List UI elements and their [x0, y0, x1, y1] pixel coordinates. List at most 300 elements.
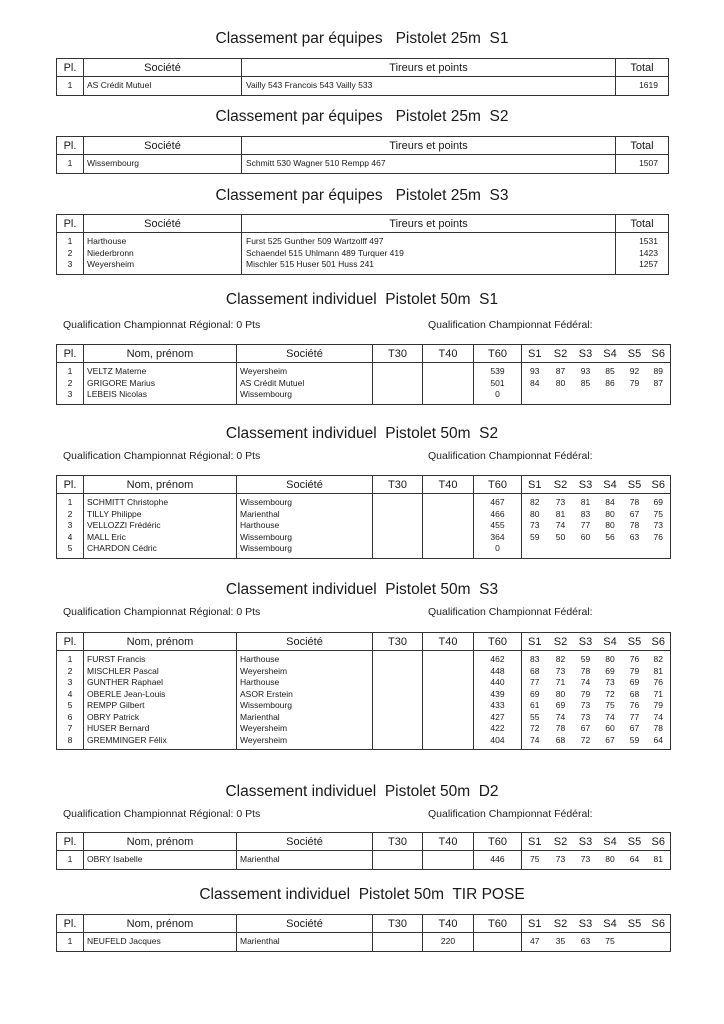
cell-pl: 5 — [57, 543, 84, 558]
cell-nom: TILLY Philippe — [84, 509, 237, 521]
table-row — [57, 677, 671, 689]
cell-societe: Wissembourg — [84, 155, 242, 174]
cell-s2: 69 — [555, 700, 566, 710]
header-s2: S2 — [548, 345, 574, 363]
section-title: Classement individuel Pistolet 50m S2 — [225, 425, 499, 442]
cell-s1: 47 — [522, 933, 548, 952]
cell-s6: 79 — [653, 700, 663, 710]
cell-s4: 80 — [605, 508, 615, 519]
cell-nom: OBERLE Jean-Louis — [84, 689, 237, 701]
cell-s1 — [522, 389, 548, 404]
section-title: Classement individuel Pistolet 50m D2 — [225, 783, 499, 800]
cell-s2: 73 — [555, 665, 566, 676]
cell-t30 — [373, 700, 423, 712]
cell-societe: Weyersheim — [237, 723, 373, 735]
table-row — [57, 520, 671, 532]
header-s6: S6 — [647, 915, 671, 933]
table-row — [57, 389, 671, 404]
header-s5: S5 — [623, 633, 647, 651]
cell-t60: 448 — [474, 666, 522, 678]
header-t60: T60 — [474, 476, 522, 494]
cell-s3: 81 — [580, 497, 591, 507]
cell-s3 — [574, 389, 598, 404]
cell-pl: 5 — [57, 700, 84, 712]
cell-t60: 467 — [474, 494, 522, 509]
cell-s4: 86 — [605, 377, 615, 388]
cell-s4: 60 — [605, 723, 615, 733]
cell-s6 — [647, 543, 671, 558]
cell-s1: 82 — [522, 494, 548, 509]
header-s6: S6 — [647, 633, 671, 651]
cell-pl: 1 — [57, 651, 84, 666]
cell-s6: 78 — [653, 723, 663, 733]
qualification-regional: Qualification Championnat Régional: 0 Pts — [63, 808, 261, 820]
header-s5: S5 — [623, 915, 647, 933]
cell-t60: 433 — [474, 700, 522, 712]
table-row — [57, 77, 669, 96]
cell-societe: Wissembourg — [237, 494, 373, 509]
cell-nom: SCHMITT Christophe — [84, 494, 237, 509]
cell-nom: GREMMINGER Félix — [84, 735, 237, 750]
table-row — [57, 543, 671, 558]
cell-s3: 67 — [580, 723, 591, 733]
cell-s6: 75 — [653, 508, 663, 519]
cell-s5: 59 — [629, 734, 640, 745]
cell-t60 — [474, 933, 522, 952]
team-table-s3 — [56, 214, 669, 275]
header-pl: Pl. — [57, 476, 84, 494]
cell-nom: CHARDON Cédric — [84, 543, 237, 558]
header-s3: S3 — [574, 633, 598, 651]
cell-t60: 440 — [474, 677, 522, 689]
header-tireurs: Tireurs et points — [242, 137, 616, 155]
cell-s6: 69 — [653, 497, 663, 507]
cell-s4: 75 — [605, 936, 615, 946]
cell-s6: 81 — [653, 665, 663, 676]
cell-s5: 76 — [629, 654, 640, 664]
cell-s5: 79 — [629, 377, 640, 388]
qualification-regional: Qualification Championnat Régional: 0 Pts — [63, 606, 261, 618]
table-row — [57, 712, 671, 724]
cell-s1: 93 — [522, 363, 548, 378]
header-pl: Pl. — [57, 215, 84, 233]
cell-societe: Weyersheim — [237, 666, 373, 678]
header-s3: S3 — [574, 345, 598, 363]
cell-t30 — [373, 509, 423, 521]
cell-pl: 1 — [57, 233, 84, 248]
cell-s4: 69 — [605, 665, 615, 676]
cell-t30 — [373, 735, 423, 750]
cell-societe: Harthouse — [237, 651, 373, 666]
header-t30: T30 — [373, 915, 423, 933]
header-societe: Société — [237, 633, 373, 651]
cell-s3 — [574, 543, 598, 558]
cell-t40 — [423, 723, 474, 735]
header-t40: T40 — [423, 345, 474, 363]
table-row — [57, 933, 671, 952]
table-row — [57, 723, 671, 735]
cell-s5: 78 — [629, 520, 640, 530]
cell-s5: 63 — [629, 531, 640, 542]
header-t30: T30 — [373, 345, 423, 363]
cell-pl: 1 — [57, 363, 84, 378]
header-pl: Pl. — [57, 915, 84, 933]
cell-s4: 67 — [605, 734, 615, 745]
cell-societe: Marienthal — [237, 509, 373, 521]
cell-s3: 73 — [580, 854, 591, 864]
cell-t60: 422 — [474, 723, 522, 735]
cell-t30 — [373, 532, 423, 544]
cell-t30 — [373, 389, 423, 404]
table-header-row — [57, 633, 671, 651]
header-t40: T40 — [423, 833, 474, 851]
table-row — [57, 363, 671, 378]
cell-s4: 80 — [605, 520, 615, 530]
header-s2: S2 — [548, 476, 574, 494]
cell-s1: 61 — [522, 700, 548, 712]
cell-pl: 2 — [57, 248, 84, 260]
indiv-table-s3 — [56, 632, 671, 750]
cell-s3: 73 — [580, 711, 591, 722]
header-societe: Société — [84, 59, 242, 77]
cell-tireurs: Schaendel 515 Uhlmann 489 Turquer 419 — [242, 248, 616, 260]
cell-t30 — [373, 933, 423, 952]
header-s3: S3 — [574, 833, 598, 851]
cell-societe: Weyersheim — [84, 259, 242, 274]
cell-pl: 1 — [57, 77, 84, 96]
cell-t30 — [373, 689, 423, 701]
cell-s4: 85 — [605, 366, 615, 376]
cell-pl: 8 — [57, 735, 84, 750]
header-s4: S4 — [598, 833, 623, 851]
header-societe: Société — [84, 137, 242, 155]
cell-nom: OBRY Isabelle — [84, 851, 237, 870]
cell-t60: 446 — [474, 851, 522, 870]
cell-societe: Wissembourg — [237, 700, 373, 712]
cell-nom: LEBEIS Nicolas — [84, 389, 237, 404]
team-table-s2 — [56, 136, 669, 174]
table-header-row — [57, 345, 671, 363]
cell-t30 — [373, 494, 423, 509]
cell-s5 — [623, 933, 647, 952]
cell-pl: 1 — [57, 933, 84, 952]
cell-s6: 64 — [653, 734, 663, 745]
cell-t30 — [373, 363, 423, 378]
cell-t40: 220 — [423, 933, 474, 952]
qualification-federal: Qualification Championnat Fédéral: — [428, 808, 593, 820]
cell-t30 — [373, 520, 423, 532]
header-total: Total — [616, 59, 669, 77]
cell-t40 — [423, 494, 474, 509]
cell-t40 — [423, 712, 474, 724]
cell-pl: 1 — [57, 851, 84, 870]
cell-s2: 74 — [555, 520, 566, 530]
header-t30: T30 — [373, 833, 423, 851]
cell-pl: 1 — [57, 494, 84, 509]
header-s2: S2 — [548, 915, 574, 933]
cell-t40 — [423, 363, 474, 378]
table-row — [57, 689, 671, 701]
table-header-row — [57, 215, 669, 233]
cell-s2: 80 — [555, 688, 566, 699]
header-pl: Pl. — [57, 137, 84, 155]
cell-s2 — [548, 389, 574, 404]
cell-t40 — [423, 735, 474, 750]
header-s4: S4 — [598, 915, 623, 933]
cell-s3: 93 — [580, 366, 591, 376]
cell-societe: AS Crédit Mutuel — [84, 77, 242, 96]
cell-s3: 63 — [580, 936, 591, 946]
cell-s5 — [623, 543, 647, 558]
header-s4: S4 — [598, 476, 623, 494]
cell-tireurs: Vailly 543 Francois 543 Vailly 533 — [242, 77, 616, 96]
section-title: Classement individuel Pistolet 50m S3 — [225, 581, 499, 598]
cell-t30 — [373, 723, 423, 735]
header-t40: T40 — [423, 633, 474, 651]
qualification-regional: Qualification Championnat Régional: 0 Pts — [63, 319, 261, 331]
cell-s3: 74 — [580, 677, 591, 687]
header-t40: T40 — [423, 915, 474, 933]
header-t60: T60 — [474, 345, 522, 363]
cell-s6: 73 — [653, 520, 663, 530]
header-s1: S1 — [522, 633, 548, 651]
header-societe: Société — [237, 476, 373, 494]
cell-s1: 77 — [522, 677, 548, 689]
cell-nom: FURST Francis — [84, 651, 237, 666]
header-total: Total — [616, 137, 669, 155]
table-row — [57, 494, 671, 509]
cell-s4 — [598, 543, 623, 558]
cell-s4: 74 — [605, 711, 615, 722]
header-pl: Pl. — [57, 59, 84, 77]
section-title: Classement par équipes Pistolet 25m S2 — [215, 108, 509, 125]
table-header-row — [57, 833, 671, 851]
cell-t40 — [423, 543, 474, 558]
indiv-table-s2 — [56, 475, 671, 559]
cell-pl: 2 — [57, 378, 84, 390]
cell-societe: Marienthal — [237, 933, 373, 952]
cell-t60: 364 — [474, 532, 522, 544]
cell-s5: 76 — [629, 700, 640, 710]
cell-t30 — [373, 651, 423, 666]
header-t60: T60 — [474, 833, 522, 851]
cell-s3: 79 — [580, 688, 591, 699]
cell-s1: 72 — [522, 723, 548, 735]
cell-societe: Harthouse — [237, 520, 373, 532]
table-header-row — [57, 59, 669, 77]
table-row — [57, 509, 671, 521]
header-tireurs: Tireurs et points — [242, 215, 616, 233]
cell-t30 — [373, 851, 423, 870]
cell-s1 — [522, 543, 548, 558]
cell-s3: 59 — [580, 654, 591, 664]
cell-s2: 73 — [555, 497, 566, 507]
cell-s2: 82 — [555, 654, 566, 664]
cell-societe: Wissembourg — [237, 389, 373, 404]
cell-s5: 68 — [629, 688, 640, 699]
section-title: Classement par équipes Pistolet 25m S1 — [215, 30, 509, 47]
cell-s5: 69 — [629, 677, 640, 687]
cell-s5: 92 — [629, 366, 640, 376]
cell-nom: MALL Eric — [84, 532, 237, 544]
cell-s5: 79 — [629, 665, 640, 676]
header-societe: Société — [237, 345, 373, 363]
cell-s4: 84 — [605, 497, 615, 507]
cell-s4 — [598, 389, 623, 404]
cell-nom: VELLOZZI Frédéric — [84, 520, 237, 532]
table-row — [57, 666, 671, 678]
header-s4: S4 — [598, 345, 623, 363]
cell-s5 — [623, 389, 647, 404]
cell-pl: 4 — [57, 689, 84, 701]
header-pl: Pl. — [57, 345, 84, 363]
cell-s5: 64 — [629, 854, 640, 864]
cell-s6 — [647, 933, 671, 952]
cell-s2: 81 — [555, 508, 566, 519]
cell-t40 — [423, 851, 474, 870]
cell-nom: VELTZ Materne — [84, 363, 237, 378]
qualification-federal: Qualification Championnat Fédéral: — [428, 606, 593, 618]
cell-s4: 72 — [605, 688, 615, 699]
cell-nom: GUNTHER Raphael — [84, 677, 237, 689]
cell-s4: 56 — [605, 531, 615, 542]
header-nom: Nom, prénom — [84, 345, 237, 363]
cell-s2: 68 — [555, 734, 566, 745]
cell-pl: 6 — [57, 712, 84, 724]
header-nom: Nom, prénom — [84, 833, 237, 851]
table-row — [57, 155, 669, 174]
header-nom: Nom, prénom — [84, 476, 237, 494]
cell-s2: 74 — [555, 711, 566, 722]
header-pl: Pl. — [57, 833, 84, 851]
header-s4: S4 — [598, 633, 623, 651]
cell-s1: 68 — [522, 666, 548, 678]
table-row — [57, 259, 669, 274]
cell-t60: 539 — [474, 363, 522, 378]
header-t60: T60 — [474, 633, 522, 651]
cell-t30 — [373, 543, 423, 558]
table-header-row — [57, 476, 671, 494]
cell-s1: 84 — [522, 378, 548, 390]
table-header-row — [57, 137, 669, 155]
cell-s2: 78 — [555, 723, 566, 733]
header-nom: Nom, prénom — [84, 633, 237, 651]
qualification-federal: Qualification Championnat Fédéral: — [428, 450, 593, 462]
cell-s4: 80 — [605, 854, 615, 864]
header-t30: T30 — [373, 476, 423, 494]
cell-t40 — [423, 689, 474, 701]
cell-t60: 439 — [474, 689, 522, 701]
cell-societe: Marienthal — [237, 712, 373, 724]
header-s5: S5 — [623, 476, 647, 494]
cell-t60: 404 — [474, 735, 522, 750]
header-nom: Nom, prénom — [84, 915, 237, 933]
cell-total: 1619 — [616, 77, 669, 96]
table-row — [57, 378, 671, 390]
header-t60: T60 — [474, 915, 522, 933]
cell-s2: 73 — [555, 854, 566, 864]
cell-s3: 83 — [580, 508, 591, 519]
cell-t60: 427 — [474, 712, 522, 724]
header-societe: Société — [84, 215, 242, 233]
cell-pl: 3 — [57, 677, 84, 689]
cell-s6: 87 — [653, 377, 663, 388]
table-row — [57, 233, 669, 248]
cell-s3: 72 — [580, 734, 591, 745]
header-s1: S1 — [522, 476, 548, 494]
cell-t60: 462 — [474, 651, 522, 666]
cell-t40 — [423, 677, 474, 689]
cell-societe: Wissembourg — [237, 532, 373, 544]
cell-t60: 455 — [474, 520, 522, 532]
header-s2: S2 — [548, 833, 574, 851]
header-pl: Pl. — [57, 633, 84, 651]
cell-societe: Niederbronn — [84, 248, 242, 260]
cell-t40 — [423, 666, 474, 678]
cell-s3: 60 — [580, 531, 591, 542]
cell-total: 1257 — [616, 259, 669, 274]
cell-t60: 0 — [474, 389, 522, 404]
section-title: Classement individuel Pistolet 50m S1 — [225, 291, 499, 308]
cell-societe: Weyersheim — [237, 363, 373, 378]
header-societe: Société — [237, 915, 373, 933]
cell-s1: 75 — [522, 851, 548, 870]
cell-s2 — [548, 543, 574, 558]
cell-t40 — [423, 389, 474, 404]
cell-s2: 35 — [555, 936, 566, 946]
cell-s1: 73 — [522, 520, 548, 532]
cell-societe: Wissembourg — [237, 543, 373, 558]
cell-pl: 3 — [57, 389, 84, 404]
cell-pl: 2 — [57, 666, 84, 678]
cell-t40 — [423, 520, 474, 532]
cell-societe: Harthouse — [237, 677, 373, 689]
cell-s1: 69 — [522, 689, 548, 701]
table-header-row — [57, 915, 671, 933]
cell-s5: 77 — [629, 711, 640, 722]
cell-s3: 85 — [580, 377, 591, 388]
cell-t60: 501 — [474, 378, 522, 390]
cell-s2: 87 — [555, 366, 566, 376]
table-row — [57, 532, 671, 544]
header-societe: Société — [237, 833, 373, 851]
cell-s1: 83 — [522, 651, 548, 666]
cell-total: 1507 — [616, 155, 669, 174]
cell-s1: 80 — [522, 509, 548, 521]
cell-societe: ASOR Erstein — [237, 689, 373, 701]
cell-pl: 2 — [57, 509, 84, 521]
section-title: Classement individuel Pistolet 50m TIR POSE — [199, 886, 525, 903]
header-s2: S2 — [548, 633, 574, 651]
header-s3: S3 — [574, 476, 598, 494]
cell-nom: OBRY Patrick — [84, 712, 237, 724]
cell-societe: Marienthal — [237, 851, 373, 870]
cell-t60: 466 — [474, 509, 522, 521]
cell-s6: 81 — [653, 854, 663, 864]
cell-tireurs: Furst 525 Gunther 509 Wartzolff 497 — [242, 233, 616, 248]
cell-s6: 89 — [653, 366, 663, 376]
cell-s3: 73 — [580, 700, 591, 710]
indiv-table-d2 — [56, 832, 671, 870]
cell-s5: 78 — [629, 497, 640, 507]
cell-s4: 80 — [605, 654, 615, 664]
cell-s2: 80 — [555, 377, 566, 388]
cell-s6: 76 — [653, 531, 663, 542]
header-s6: S6 — [647, 345, 671, 363]
cell-t40 — [423, 509, 474, 521]
qualification-regional: Qualification Championnat Régional: 0 Pts — [63, 450, 261, 462]
header-t30: T30 — [373, 633, 423, 651]
